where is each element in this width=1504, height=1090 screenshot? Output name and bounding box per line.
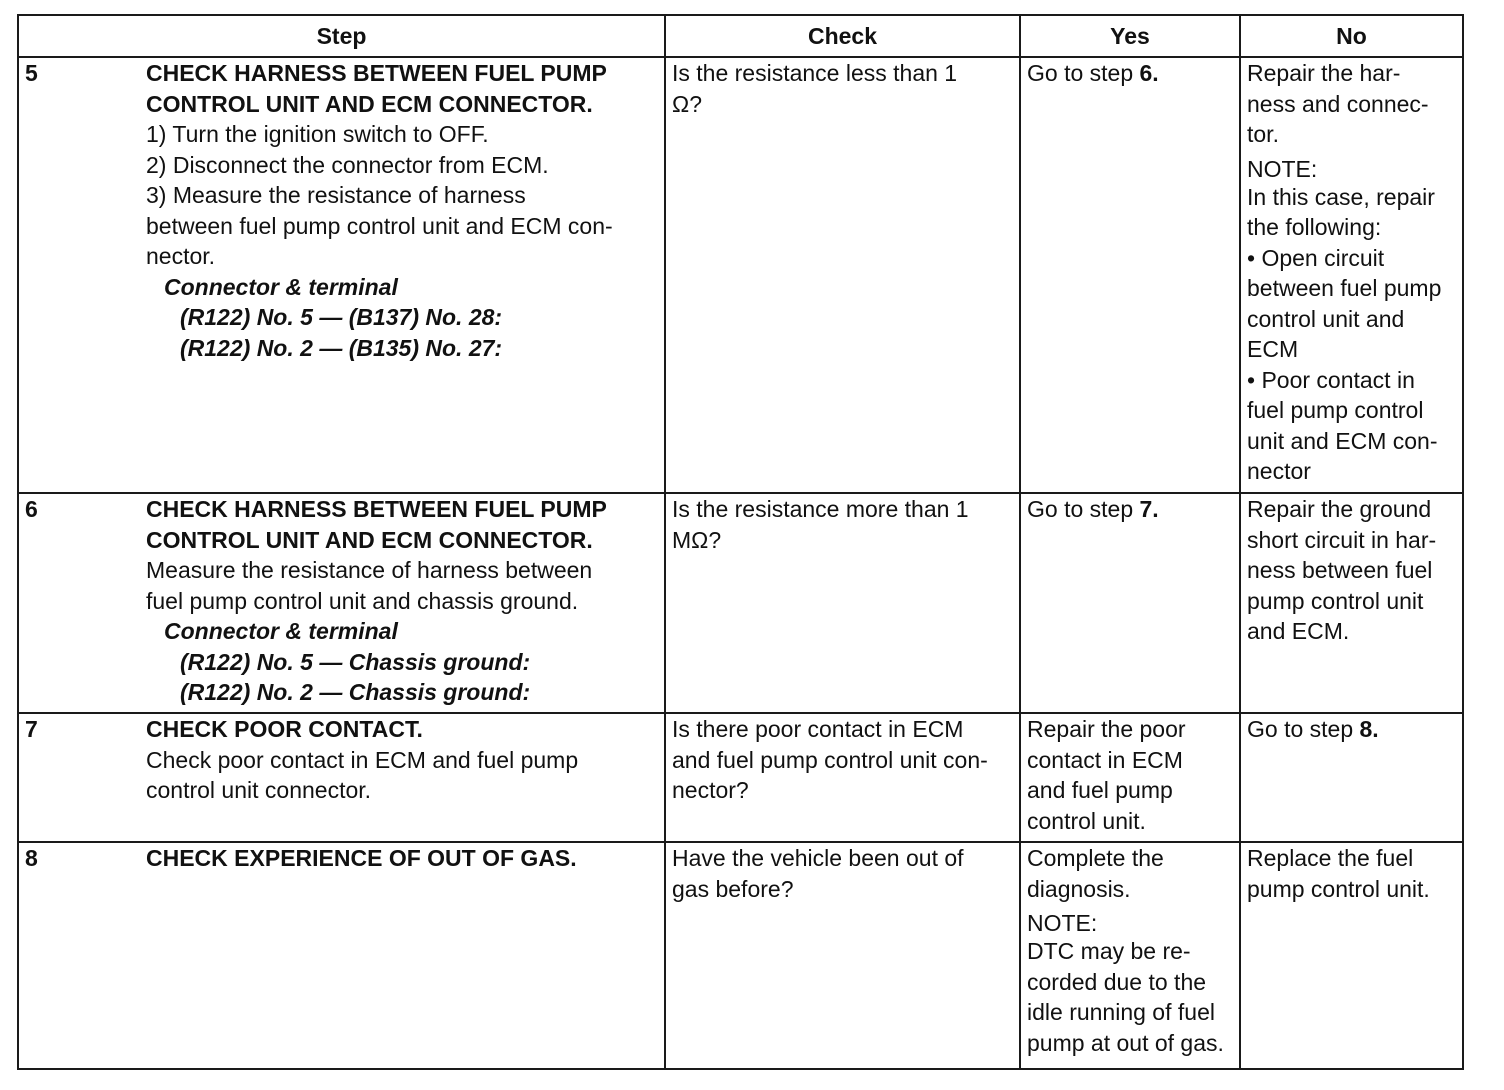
- no-text: Go to step: [1247, 716, 1360, 742]
- goto-step: 8.: [1359, 716, 1379, 742]
- yes-text: Complete the: [1027, 845, 1164, 871]
- step-number: 5: [18, 57, 140, 493]
- no-text: and ECM.: [1247, 618, 1350, 644]
- header-no: No: [1240, 15, 1463, 57]
- check-text: Is the resistance less than 1: [672, 60, 958, 86]
- step-title: CHECK POOR CONTACT.: [146, 716, 423, 742]
- check-text: nector?: [672, 777, 749, 803]
- step-instruction: fuel pump control unit and chassis ground.: [146, 587, 579, 614]
- check-text: MΩ?: [672, 526, 722, 553]
- step-title: CONTROL UNIT AND ECM CONNECTOR.: [146, 90, 593, 117]
- connector-label: Connector & terminal: [164, 618, 398, 644]
- step-instruction: 1) Turn the ignition switch to OFF.: [146, 121, 489, 147]
- note-text: In this case, repair: [1247, 183, 1435, 210]
- check-cell: [665, 493, 1020, 713]
- table-row: [18, 57, 1463, 493]
- bullet-item: between fuel pump: [1247, 275, 1442, 301]
- table-row: [18, 493, 1463, 713]
- check-text: gas before?: [672, 875, 794, 902]
- note-text: pump at out of gas.: [1027, 1029, 1224, 1056]
- yes-text: diagnosis.: [1027, 875, 1131, 902]
- yes-text: Go to step: [1027, 60, 1140, 86]
- connector-terminal: (R122) No. 2 — (B135) No. 27:: [180, 334, 503, 361]
- yes-cell: [1020, 842, 1240, 1069]
- step-instruction: 3) Measure the resistance of harness: [146, 182, 526, 208]
- no-text: Repair the har-: [1247, 60, 1401, 86]
- no-cell: [1240, 713, 1463, 842]
- step-number: 6: [18, 493, 140, 713]
- step-title: CHECK HARNESS BETWEEN FUEL PUMP: [146, 60, 607, 86]
- bullet-item: unit and ECM con-: [1247, 427, 1438, 454]
- no-cell: [1240, 493, 1463, 713]
- note-text: corded due to the: [1027, 968, 1207, 995]
- check-text: Ω?: [672, 90, 702, 117]
- no-text: ness and connec-: [1247, 90, 1429, 117]
- check-text: and fuel pump control unit con-: [672, 746, 988, 773]
- bullet-item: • Poor contact in: [1247, 366, 1415, 393]
- step-instruction: Measure the resistance of harness between: [146, 557, 593, 583]
- header-check: Check: [665, 15, 1020, 57]
- header-yes: Yes: [1020, 15, 1240, 57]
- table-row: [18, 842, 1463, 1069]
- yes-text: Repair the poor: [1027, 716, 1186, 742]
- yes-text: and fuel pump: [1027, 777, 1173, 803]
- bullet-item: nector: [1247, 458, 1311, 484]
- header-step: Step: [18, 15, 665, 57]
- check-cell: [665, 713, 1020, 842]
- bullet-item: fuel pump control: [1247, 397, 1424, 423]
- step-number: 7: [18, 713, 140, 842]
- check-text: Is there poor contact in ECM: [672, 716, 964, 742]
- step-title: CHECK HARNESS BETWEEN FUEL PUMP: [146, 496, 607, 522]
- no-cell: [1240, 57, 1463, 493]
- step-number: 8: [18, 842, 140, 1069]
- no-text: Replace the fuel: [1247, 845, 1414, 871]
- goto-step: 7.: [1139, 496, 1159, 522]
- step-description: [140, 713, 665, 842]
- bullet-item: ECM: [1247, 336, 1299, 362]
- yes-cell: [1020, 493, 1240, 713]
- goto-step: 6.: [1139, 60, 1159, 86]
- no-text: Repair the ground: [1247, 496, 1432, 522]
- yes-cell: [1020, 57, 1240, 493]
- no-text: pump control unit: [1247, 587, 1424, 614]
- connector-label: Connector & terminal: [164, 273, 398, 300]
- connector-terminal: (R122) No. 5 — (B137) No. 28:: [180, 304, 503, 330]
- step-instruction: Check poor contact in ECM and fuel pump: [146, 746, 579, 773]
- bullet-item: control unit and: [1247, 305, 1405, 332]
- diagnostic-table: [17, 14, 1464, 1070]
- check-cell: [665, 57, 1020, 493]
- note-text: DTC may be re-: [1027, 938, 1191, 964]
- check-cell: [665, 842, 1020, 1069]
- yes-text: control unit.: [1027, 807, 1146, 834]
- step-title: CONTROL UNIT AND ECM CONNECTOR.: [146, 526, 593, 553]
- no-text: ness between fuel: [1247, 557, 1433, 583]
- step-instruction: control unit connector.: [146, 777, 372, 803]
- no-text: pump control unit.: [1247, 875, 1430, 902]
- yes-text: Go to step: [1027, 496, 1140, 522]
- check-text: Is the resistance more than 1: [672, 496, 969, 522]
- note-text: idle running of fuel: [1027, 999, 1215, 1025]
- step-description: [140, 842, 665, 1069]
- header-row: [18, 15, 1463, 57]
- check-text: Have the vehicle been out of: [672, 845, 964, 871]
- no-cell: [1240, 842, 1463, 1069]
- note-label: NOTE:: [1027, 910, 1098, 936]
- step-title: CHECK EXPERIENCE OF OUT OF GAS.: [146, 845, 577, 871]
- bullet-item: • Open circuit: [1247, 244, 1385, 271]
- yes-text: contact in ECM: [1027, 746, 1183, 773]
- no-text: short circuit in har-: [1247, 526, 1437, 553]
- step-instruction: nector.: [146, 243, 216, 269]
- note-text: the following:: [1247, 214, 1382, 240]
- step-instruction: 2) Disconnect the connector from ECM.: [146, 151, 549, 178]
- step-instruction: between fuel pump control unit and ECM con-: [146, 212, 613, 239]
- note-label: NOTE:: [1247, 155, 1318, 182]
- no-text: tor.: [1247, 121, 1279, 147]
- yes-cell: [1020, 713, 1240, 842]
- table-row: [18, 713, 1463, 842]
- connector-terminal: (R122) No. 5 — Chassis ground:: [180, 648, 531, 675]
- step-description: [140, 57, 665, 493]
- connector-terminal: (R122) No. 2 — Chassis ground:: [180, 679, 531, 705]
- step-description: [140, 493, 665, 713]
